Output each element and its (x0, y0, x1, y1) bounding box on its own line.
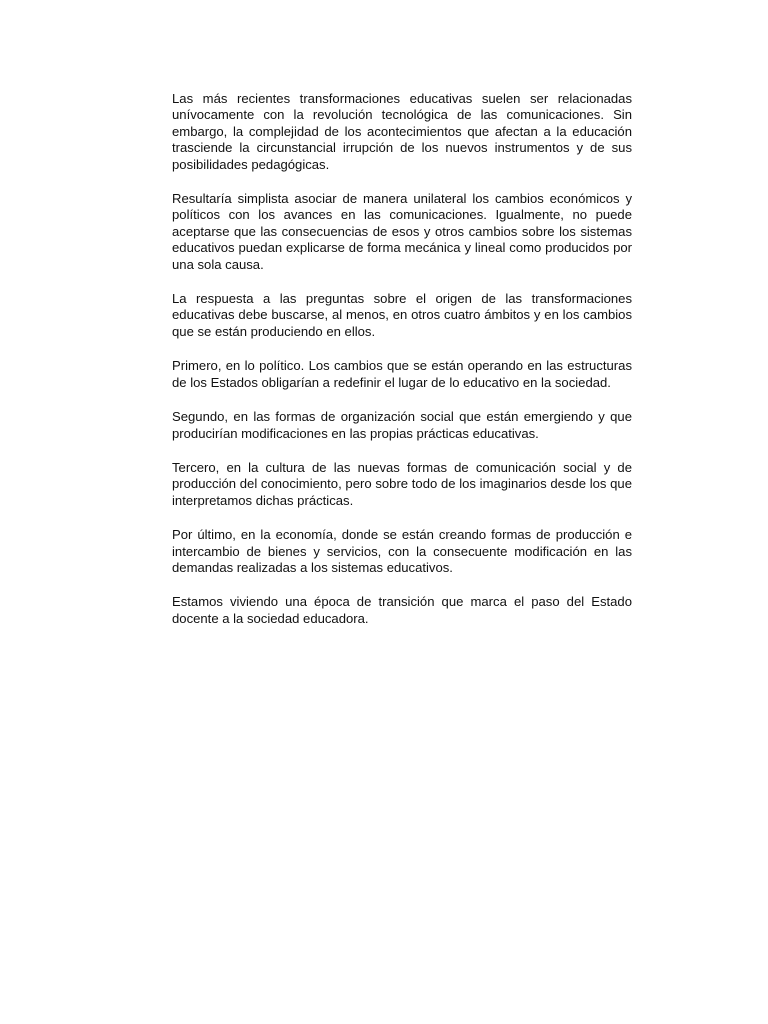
paragraph-7: Por último, en la economía, donde se están creando formas de producción e intercambio de bienes y servicios, con la consecuente modificación en las demandas realizadas a los sistemas educativos. (172, 527, 632, 575)
paragraph-6: Tercero, en la cultura de las nuevas formas de comunicación social y de producción del conocimiento, pero sobre todo de los imaginarios desde los que interpretamos dichas prácticas. (172, 459, 632, 508)
paragraph-5: Segundo, en las formas de organización social que están emergiendo y que producirían modificaciones en las propias prácticas educativas. (172, 409, 632, 441)
document-body (172, 91, 632, 645)
paragraph-3: La respuesta a las preguntas sobre el origen de las transformaciones educativas debe buscarse, al menos, en otros cuatro ámbitos y en los cambios que se están produciendo en ellos. (172, 291, 632, 339)
paragraph-4: Primero, en lo político. Los cambios que se están operando en las estructuras de los Estados obligarían a redefinir el lugar de lo educativo en la sociedad. (172, 358, 632, 390)
paragraph-1: Las más recientes transformaciones educativas suelen ser relacionadas unívocamente con la revolución tecnológica de las comunicaciones. Sin embargo, la complejidad de los acontecimientos que afectan a la educación trasciende la circunstancial irrupción de los nuevos instrumentos y de sus posibilidades pedagógicas. (172, 91, 632, 172)
paragraph-8: Estamos viviendo una época de transición que marca el paso del Estado docente a la sociedad educadora. (172, 594, 632, 626)
paragraph-2: Resultaría simplista asociar de manera unilateral los cambios económicos y políticos con los avances en las comunicaciones. Igualmente, no puede aceptarse que las consecuencias de esos y otros cambios sobre los sistemas educativos puedan explicarse de forma mecánica y lineal como producidos por una sola causa. (172, 191, 632, 272)
